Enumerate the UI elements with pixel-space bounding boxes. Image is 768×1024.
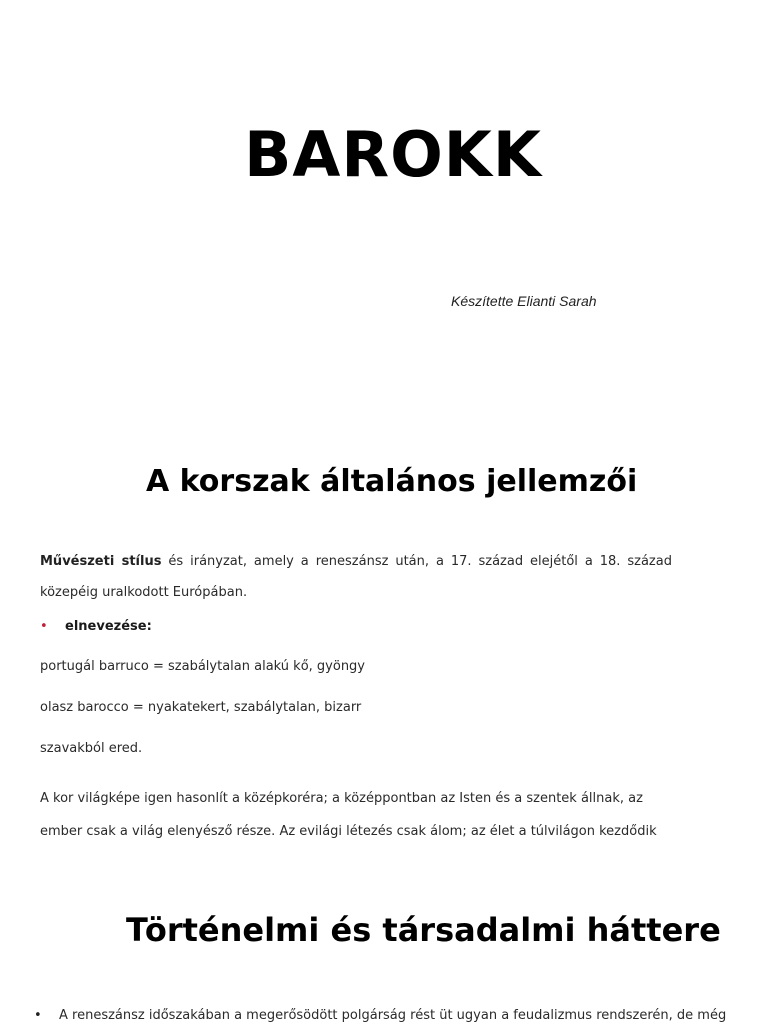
section-heading-history: Történelmi és társadalmi háttere <box>126 911 721 949</box>
intro-text: és irányzat, amely a reneszánsz után, a 17. század elejétől a 18. század közepéig uralkodott Európában. <box>40 554 672 600</box>
naming-label: elnevezése: <box>65 619 152 634</box>
etymology-line-italian: olasz barocco = nyakatekert, szabálytalan, bizarr <box>40 700 362 715</box>
worldview-paragraph: A kor világképe igen hasonlít a középkoréra; a középpontban az Isten és a szentek állnak, az ember csak a világ elenyésző része. Az evilági létezés csak álom; az élet a túlvilágon kezdődik <box>40 791 657 839</box>
bullet-icon: • <box>40 619 48 634</box>
bullet-icon: • <box>34 1008 42 1023</box>
intro-paragraph <box>40 546 672 608</box>
etymology-line-portuguese: portugál barruco = szabálytalan alakú kő, gyöngy <box>40 659 365 674</box>
section-heading-general: A korszak általános jellemzői <box>146 464 638 499</box>
author-credit: Készítette Elianti Sarah <box>451 293 597 309</box>
intro-bold-term: Művészeti stílus <box>40 554 162 569</box>
etymology-line-origin: szavakból ered. <box>40 741 143 756</box>
document-title: BAROKK <box>244 118 542 191</box>
history-bullet-text: A reneszánsz időszakában a megerősödött polgárság rést üt ugyan a feudalizmus rendszerén, de még <box>59 1008 727 1023</box>
